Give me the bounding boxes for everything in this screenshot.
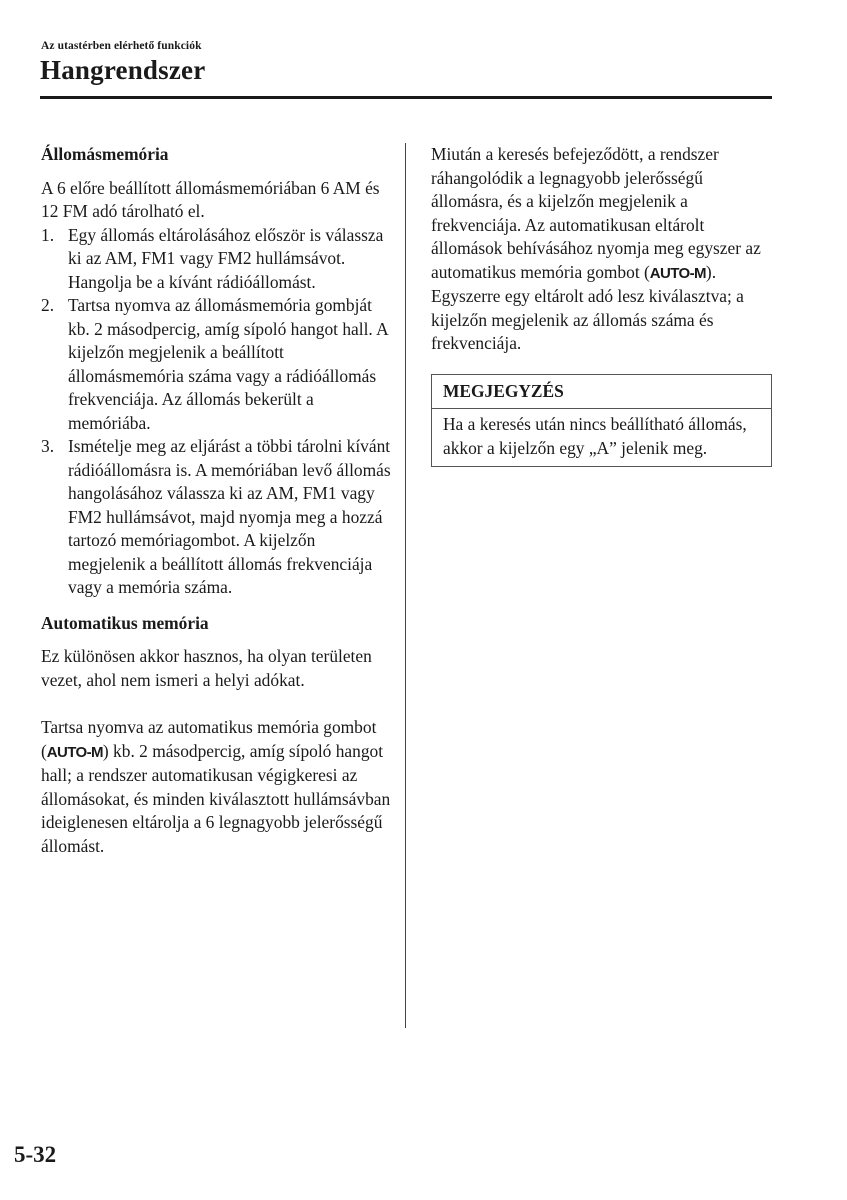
step-text: Egy állomás eltárolásához először is válassza ki az AM, FM1 vagy FM2 hullámsávot. Hangolja be a kívánt rádióállomást. (68, 224, 384, 292)
steps-list (41, 224, 391, 600)
list-item (41, 294, 391, 435)
section-heading-auto-memory: Automatikus memória (41, 612, 209, 633)
auto-memory-paragraph-1: Ez különösen akkor hasznos, ha olyan területen vezet, ahol nem ismeri a helyi adókat. (41, 646, 372, 690)
auto-m-button-label: AUTO-M (649, 264, 706, 282)
column-divider (405, 143, 406, 1028)
auto-memory-paragraph-2 (41, 716, 391, 858)
intro-paragraph: A 6 előre beállított állomásmemóriában 6 AM és 12 FM adó tárolható el. (41, 177, 380, 221)
auto-memory-text-after: ) kb. 2 másodpercig, amíg sípoló hangot hall; a rendszer automatikusan végigkeresi az állomásokat, és minden kiválasztott hullámsávban ideiglenesen eltárolja a 6 legnagyobb jelerősségű állomást. (41, 740, 391, 856)
section-heading-station-memory: Állomásmemória (41, 144, 169, 164)
step-text: Ismételje meg az eljárást a többi tárolni kívánt rádióállomásra is. A memóriában levő állomás hangolásához válassza ki az AM, FM1 vagy FM2 hullámsávot, majd nyomja meg a hozzá tartozó memóriagombot. A kijelzőn megjelenik a beállított állomás frekvenciája vagy a memória száma. (68, 436, 391, 597)
step-number: 2. (41, 295, 55, 315)
right-column (431, 143, 772, 467)
note-box (431, 374, 772, 468)
note-title: MEGJEGYZÉS (432, 375, 771, 410)
step-number: 1. (41, 224, 55, 245)
left-column (41, 143, 391, 858)
step-number: 3. (41, 436, 55, 456)
list-item (41, 435, 391, 600)
auto-m-button-label: AUTO-M (46, 743, 103, 761)
page-title: Hangrendszer (40, 55, 206, 85)
breadcrumb: Az utastérben elérhető funkciók (41, 40, 202, 52)
search-result-paragraph (431, 143, 772, 356)
auto-memory-text-before: Tartsa nyomva az automatikus memória gombot ( (41, 717, 377, 761)
title-rule (40, 96, 772, 99)
note-text: Ha a keresés után nincs beállítható állomás, akkor a kijelzőn egy „A” jelenik meg. (443, 414, 747, 458)
search-result-text-before: Miután a keresés befejeződött, a rendszer ráhangolódik a legnagyobb jelerősségű állomásra, és a kijelzőn megjelenik a frekvenciája. Az automatikusan eltárolt állomások behívásához nyomja meg egyszer az automatikus memória gombot ( (431, 144, 761, 282)
step-text: Tartsa nyomva az állomásmemória gombját kb. 2 másodpercig, amíg sípoló hangot hall. A kijelzőn megjelenik a beállított állomásmemória száma vagy a rádióállomás frekvenciája. Az állomás bekerült a memóriába. (68, 295, 388, 433)
page-number: 5-32 (14, 1142, 57, 1167)
list-item (41, 224, 391, 295)
search-result-text-after: ). Egyszerre egy eltárolt adó lesz kiválasztva; a kijelzőn megjelenik az állomás száma és frekvenciája. (431, 261, 744, 353)
